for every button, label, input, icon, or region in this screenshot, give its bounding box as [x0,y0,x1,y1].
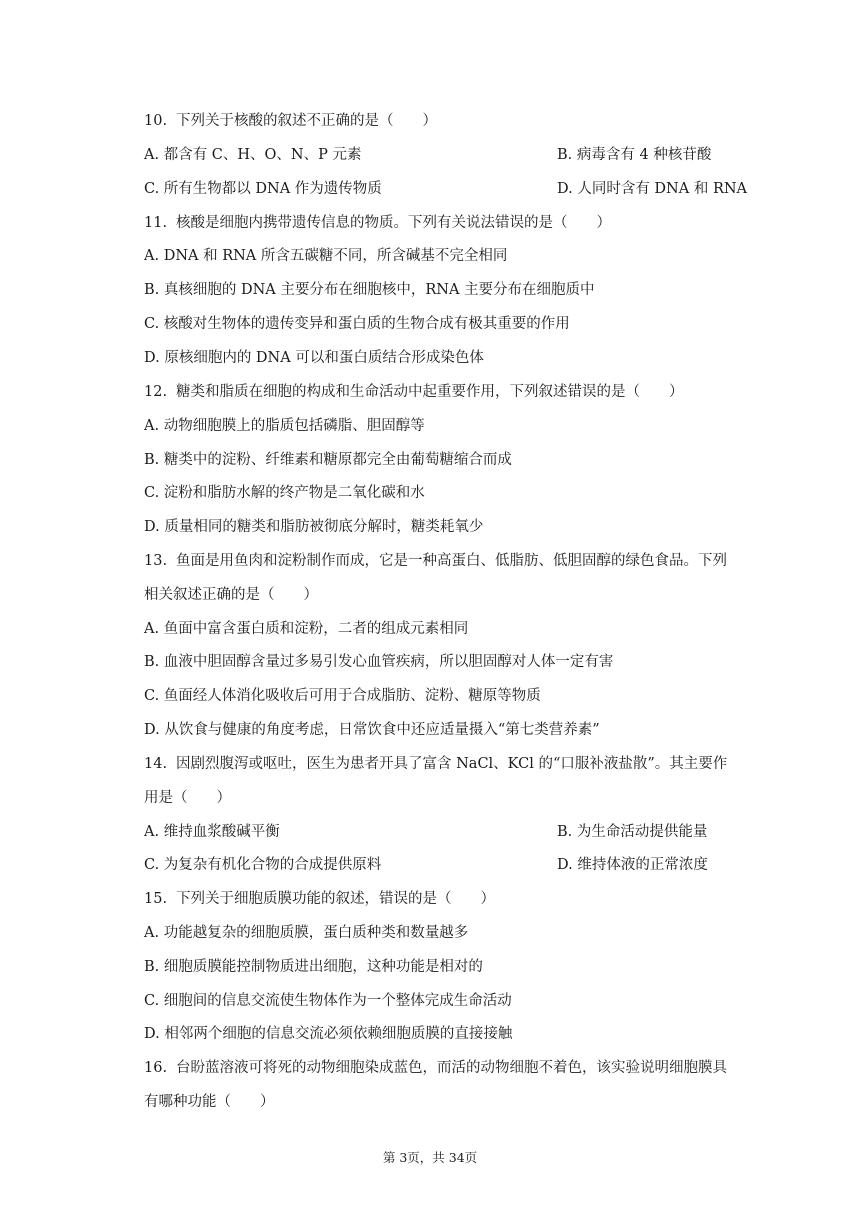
page-footer: 第 3页，共 34页 [382,1150,478,1165]
question-12-stem [144,382,684,402]
option-b: B. 细胞质膜能控制物质进出细胞，这种功能是相对的 [144,959,483,975]
option-b: B. 真核细胞的 DNA 主要分布在细胞核中，RNA 主要分布在细胞质中 [144,282,595,298]
option-d: D. 维持体液的正常浓度 [557,857,708,873]
option-c: C. 鱼面经人体消化吸收后可用于合成脂肪、淀粉、糖原等物质 [144,688,541,704]
question-14-stem-continued: 用是（ ） [144,790,231,806]
question-15-stem [144,889,495,909]
option-c: C. 为复杂有机化合物的合成提供原料 [144,857,382,873]
option-d: D. 从饮食与健康的角度考虑，日常饮食中还应适量摄入“第七类营养素” [144,722,600,738]
question-16-stem-continued: 有哪种功能（ ） [144,1094,275,1110]
option-c: C. 核酸对生物体的遗传变异和蛋白质的生物合成有极其重要的作用 [144,316,570,332]
question-number: 15. [144,891,168,907]
question-16-stem [144,1058,727,1078]
option-d: D. 人同时含有 DNA 和 RNA [557,181,748,197]
question-number: 14. [144,756,168,772]
question-number: 11. [144,215,168,231]
question-text: 糖类和脂质在细胞的构成和生命活动中起重要作用，下列叙述错误的是（ ） [176,384,684,400]
question-text: 因剧烈腹泻或呕吐，医生为患者开具了富含 NaCl、KCl 的“口服补液盐散”。其主要作 [176,756,728,772]
option-c: C. 所有生物都以 DNA 作为遗传物质 [144,181,382,197]
option-d: D. 相邻两个细胞的信息交流必须依赖细胞质膜的直接接触 [144,1026,513,1042]
question-11-stem [144,213,611,233]
question-14-stem [144,754,727,774]
question-number: 13. [144,553,168,569]
question-10-options-row-2 [144,179,748,199]
question-text: 下列关于核酸的叙述不正确的是（ ） [176,113,437,129]
option-b: B. 为生命活动提供能量 [557,824,708,840]
option-a: A. 功能越复杂的细胞质膜，蛋白质种类和数量越多 [144,925,469,941]
option-a: A. 鱼面中富含蛋白质和淀粉，二者的组成元素相同 [144,621,469,637]
option-a: A. DNA 和 RNA 所含五碳糖不同，所含碱基不完全相同 [144,248,508,264]
question-14-options-row-2 [144,855,708,875]
question-13-stem [144,551,727,571]
question-text: 台盼蓝溶液可将死的动物细胞染成蓝色，而活的动物细胞不着色，该实验说明细胞膜具 [176,1060,727,1076]
question-10-stem [144,111,437,131]
option-a: A. 维持血浆酸碱平衡 [144,824,280,840]
question-number: 16. [144,1060,168,1076]
question-14-options-row-1 [144,822,708,842]
question-text: 鱼面是用鱼肉和淀粉制作而成，它是一种高蛋白、低脂肪、低胆固醇的绿色食品。下列 [176,553,727,569]
option-d: D. 原核细胞内的 DNA 可以和蛋白质结合形成染色体 [144,350,484,366]
question-text: 核酸是细胞内携带遗传信息的物质。下列有关说法错误的是（ ） [176,215,611,231]
question-number: 10. [144,113,168,129]
option-b: B. 病毒含有 4 种核苷酸 [557,147,712,163]
option-c: C. 细胞间的信息交流使生物体作为一个整体完成生命活动 [144,993,512,1009]
option-d: D. 质量相同的糖类和脂肪被彻底分解时，糖类耗氧少 [144,519,484,535]
question-10-options-row-1 [144,145,712,165]
question-text: 下列关于细胞质膜功能的叙述，错误的是（ ） [176,891,495,907]
option-b: B. 血液中胆固醇含量过多易引发心血管疾病，所以胆固醇对人体一定有害 [144,654,614,670]
question-13-stem-continued: 相关叙述正确的是（ ） [144,587,318,603]
option-a: A. 动物细胞膜上的脂质包括磷脂、胆固醇等 [144,418,425,434]
option-a: A. 都含有 C、H、O、N、P 元素 [144,147,362,163]
option-c: C. 淀粉和脂肪水解的终产物是二氧化碳和水 [144,485,425,501]
question-number: 12. [144,384,168,400]
option-b: B. 糖类中的淀粉、纤维素和糖原都完全由葡萄糖缩合而成 [144,452,512,468]
